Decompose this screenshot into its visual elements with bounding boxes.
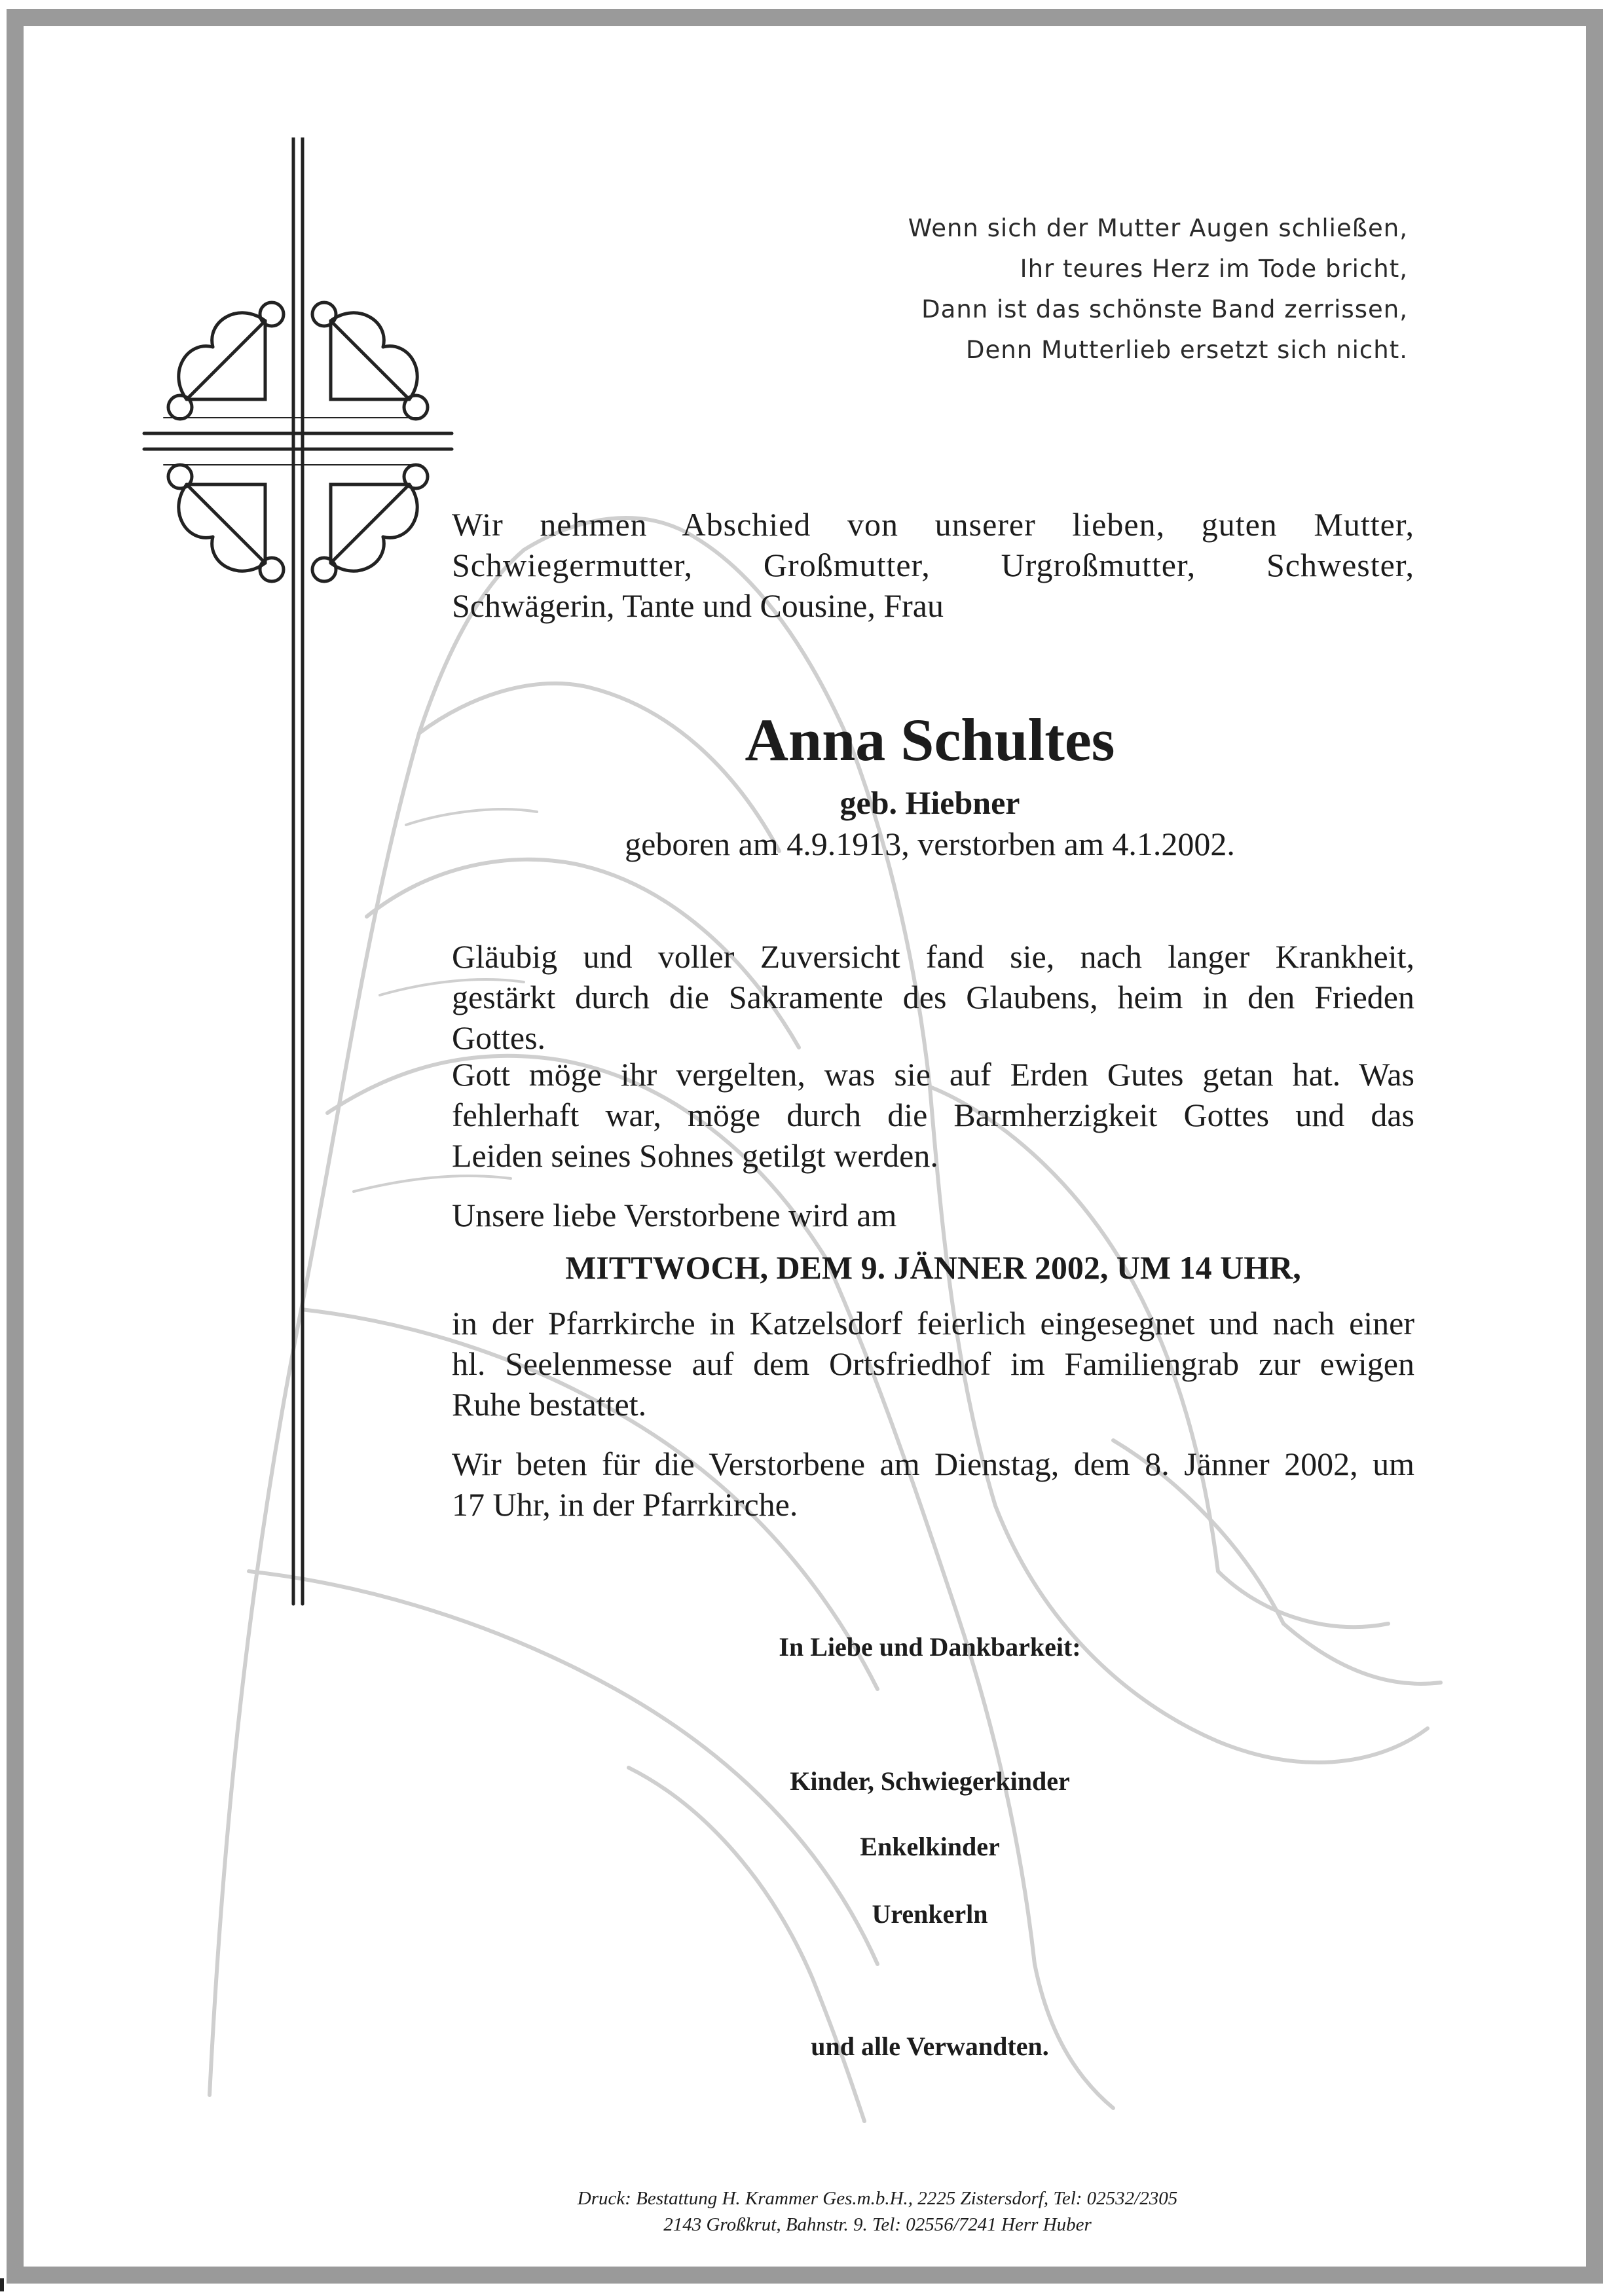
intro-paragraph bbox=[452, 504, 1414, 626]
intro-line: Schwiegermutter, Großmutter, Urgroßmutter, Schwester, bbox=[452, 547, 1414, 583]
prayer-line: 17 Uhr, in der Pfarrkirche. bbox=[452, 1486, 798, 1523]
funeral-line: in der Pfarrkirche in Katzelsdorf feierlich eingesegnet und nach einer bbox=[452, 1305, 1414, 1341]
mourners-relatives: und alle Verwandten. bbox=[811, 2032, 1049, 2061]
intro-line: Wir nehmen Abschied von unserer lieben, guten Mutter, bbox=[452, 506, 1414, 543]
deceased-name: Anna Schultes bbox=[745, 706, 1115, 773]
paragraph-line: Gottes. bbox=[452, 1019, 546, 1056]
mourners-great-grandchildren: Urenkerln bbox=[872, 1899, 988, 1929]
funeral-date: MITTWOCH, DEM 9. JÄNNER 2002, UM 14 UHR, bbox=[565, 1249, 1301, 1286]
paragraph-line: Leiden seines Sohnes getilgt werden. bbox=[452, 1137, 938, 1174]
mourners-grandchildren: Enkelkinder bbox=[860, 1832, 1000, 1861]
paragraph-line: Gläubig und voller Zuversicht fand sie, nach langer Krankheit, bbox=[452, 938, 1414, 975]
paragraph-line: fehlerhaft war, möge durch die Barmherzigkeit Gottes und das bbox=[452, 1097, 1414, 1133]
footer-line: Druck: Bestattung H. Krammer Ges.m.b.H., 2225 Zistersdorf, Tel: 02532/2305 bbox=[577, 2188, 1178, 2209]
prayer-line: Wir beten für die Verstorbene am Dienstag, dem 8. Jänner 2002, um bbox=[452, 1446, 1414, 1482]
paragraph-line: Gott möge ihr vergelten, was sie auf Erden Gutes getan hat. Was bbox=[452, 1056, 1414, 1093]
faith-paragraph bbox=[452, 936, 1414, 1058]
mourners-heading: In Liebe und Dankbarkeit: bbox=[779, 1632, 1081, 1662]
ornamental-cross-icon bbox=[131, 137, 465, 1630]
printer-footer bbox=[419, 2185, 1336, 2238]
life-dates: geboren am 4.9.1913, verstorben am 4.1.2002. bbox=[625, 826, 1235, 862]
maiden-name: geb. Hiebner bbox=[840, 784, 1020, 821]
paragraph-line: gestärkt durch die Sakramente des Glaubens, heim in den Frieden bbox=[452, 979, 1414, 1015]
intro-line: Schwägerin, Tante und Cousine, Frau bbox=[452, 587, 944, 624]
poem-line: Wenn sich der Mutter Augen schließen, bbox=[908, 214, 1408, 242]
mourners-children: Kinder, Schwiegerkinder bbox=[790, 1766, 1070, 1796]
funeral-line: Ruhe bestattet. bbox=[452, 1386, 647, 1423]
scan-mark-corner bbox=[0, 2278, 4, 2291]
poem-line: Dann ist das schönste Band zerrissen, bbox=[921, 295, 1408, 323]
poem-line: Denn Mutterlieb ersetzt sich nicht. bbox=[966, 336, 1408, 364]
funeral-details bbox=[452, 1303, 1414, 1425]
prayer-paragraph bbox=[452, 1444, 1414, 1525]
footer-line: 2143 Großkrut, Bahnstr. 9. Tel: 02556/7241 Herr Huber bbox=[663, 2214, 1092, 2235]
funeral-line: hl. Seelenmesse auf dem Ortsfriedhof im Familiengrab zur ewigen bbox=[452, 1345, 1414, 1382]
blessing-paragraph bbox=[452, 1054, 1414, 1176]
memorial-poem bbox=[720, 208, 1408, 371]
poem-line: Ihr teures Herz im Tode bricht, bbox=[1020, 255, 1408, 283]
funeral-intro: Unsere liebe Verstorbene wird am bbox=[452, 1197, 897, 1233]
